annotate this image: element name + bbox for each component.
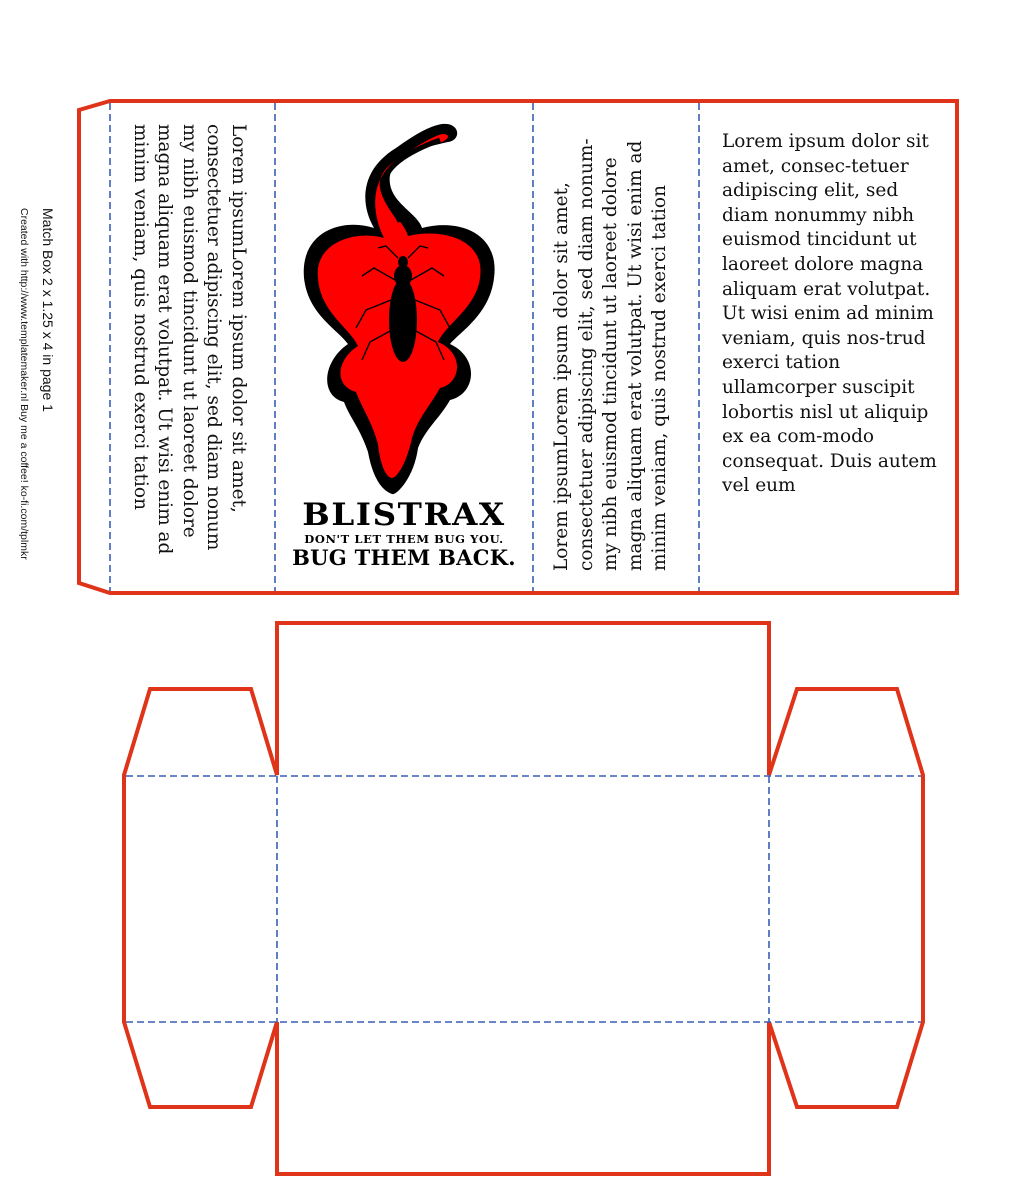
side-panel-middle-text: Lorem ipsumLorem ipsum dolor sit amet, consectetuer adipiscing elit, sed diam nonum-my nibh euismod tincidunt ut laoreet dolore magna aliquam erat volutpat. Ut wisi enim ad minim veniam, quis nostrud exerci tation: [551, 138, 670, 571]
rat-with-bug-icon: [300, 118, 510, 498]
side-panel-left: [112, 106, 272, 588]
brand-tagline-2: BUG THEM BACK.: [292, 545, 516, 570]
drawer-fold-lines: [126, 776, 921, 1022]
brand-tagline-1: DON'T LET THEM BUG YOU.: [304, 532, 504, 546]
drawer-cut-line: [124, 623, 923, 1174]
brand-block: [282, 498, 526, 570]
side-panel-middle: [536, 106, 696, 588]
brand-name: BLISTRAX: [302, 497, 506, 533]
template-title: Match Box 2 x 1.25 x 4 in page 1: [40, 208, 56, 412]
back-panel-text: Lorem ipsum dolor sit amet, consec-tetuer adipiscing elit, sed diam nonummy nibh euismod tincidunt ut laoreet dolore magna aliquam erat volutpat. Ut wisi enim ad minim veniam, quis nos-trud exerci tation ullamcorper suscipit lobortis nisl ut aliquip ex ea com-modo consequat. Duis autem vel eum: [722, 131, 937, 497]
side-panel-left-text: Lorem ipsumLorem ipsum dolor sit amet, consectetuer adipiscing elit, sed diam nonum my nibh euismod tincidunt ut laoreet dolore magna aliquam erat volutpat. Ut wisi enim ad minim veniam, quis nostrud exerci tation: [130, 124, 249, 555]
template-credit: Created with http://www.templatemaker.nl Buy me a coffee! ko-fi.com/tplmkr: [18, 208, 30, 560]
